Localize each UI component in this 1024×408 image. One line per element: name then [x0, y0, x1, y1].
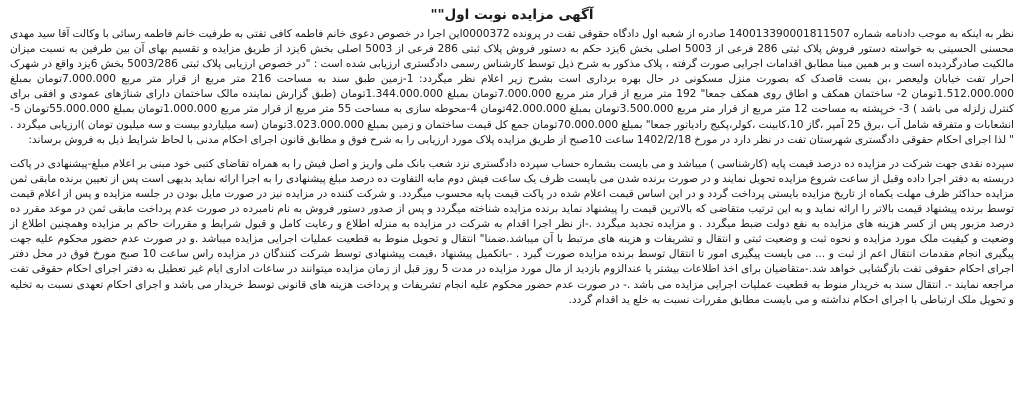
notice-paragraph-2: سپرده نقدی جهت شرکت در مزایده ده درصد قیمت پایه (کارشناسی ) میباشد و می بایست بشماره حساب سپرده دادگستری نزد شعب بانک ملی واریز و اصل فیش را به همراه تقاضای کتبی خود مبنی بر اعلام مبلغ-پیشنهادی در پاکت دربسته به دفتر اجرا داده وقبل از ساعت شروع مزایده تحویل نمایند و در صورت برنده شدن می بایست ظرف یک ساعت فیش دوم مابه التفاوت ده درصد مبلغ پیشنهادی را به اجرا ارائه نماید بدیهی است پس از تعیین برنده مابقی ثمن مزایده حداکثر ظرف مهلت یکماه از تاریخ مزایده بایستی پرداخت گردد و در این اساس قیمت اعلام شده در پاکت قیمت پایه محسوب میگردد. و شرکت کننده در مزایده نیز در صورت مایل بودن در جلسه مزایده و پس از اعلام قیمت توسط برنده پیشنهاد قیمت بالاتر را ارائه نماید و به این ترتیب متقاضی که بالاترین قیمت را پیشنهاد نماید برنده مزایده شناخته میگردد و پس از صدور دستور فروش به نام نامبرده در صورت عدم پرداخت مابقی ثمن در موعد مقرر ده درصد مزبور پس از کسر هزینه های مزایده به نفع دولت ضبط میگردد . و مزایده تجدید میگردد .-از نظر اجرا اقدام به شرکت در مزایده به منزله اطلاع و رعایت کامل و قبول شرایط و مقررات حاکم بر مزایده وهمچنین اطلاع از وضعیت و کیفیت ملک مورد مزایده و نحوه ثبت و وضعیت ثبتی و انتقال و تشریفات و هزینه های مرتبط با آن میباشد.ضمنا" انتقال و تحویل منوط به قطعیت عملیات اجرایی مزایده میباشد .و در صورت عدم حضور محکوم علیه جهت پیگیری انجام مقدمات انتقال اعم از ثبت و ... می بایست پیگیری امور تا انتقال توسط برنده مزایده صورت گیرد . -باتکمیل پیشنهاد ،قیمت پیشنهادی توسط شرکت کنندگان در مزایده راس ساعت 10 صبح مورخ فوق در محل دفتر اجرای احکام حقوقی تفت بازگشایی خواهد شد.-متقاضیان برای اخذ اطلاعات بیشتر یا عندالزوم بازدید از مال مورد مزایده در مدت 5 روز قبل از زمان مزایده میتوانند در ساعات اداری ایام غیر تعطیل به دفتر اجرای احکام حقوقی تفت مراجعه نمایند -. انتقال سند به خریدار منوط به قطعیت عملیات اجرایی مزایده می باشد .- در صورت عدم حضور محکوم علیه انجام تشریفات و پرداخت هزینه های قانونی توسط خریدار می باشد و اجرای احکام تعهدی نسبت به تخلیه و تحویل ملک ارتباطی با اجرای احکام نداشته و می بایست مطابق مقررات نسبت به خلع ید اقدام گردد. — [10, 157, 1014, 306]
notice-title: آگهی مزایده نوبت اول"" — [430, 7, 594, 23]
notice-paragraph-1: نظر به اینکه به موجب دادنامه شماره 140013390001811507 صادره از شعبه اول دادگاه حقوقی تفت در پرونده 0000372این اجرا در خصوص دعوی خانم فاطمه کافی تفتی به طرفیت خانم فاطمه رسائی با وکالت آقا سید مهدی محسنی الحسینی به خواسته دستور فروش پلاک ثبتی 286 فرعی از 5003 اصلی بخش 6یزد حکم به دستور فروش پلاک ثبتی 286 فرعی از 5003 اصلی بخش 6یزد از طریق مزایده و تقسیم بهای آن بین طرفین به نسبت میزان مالکیت صادرگردیده است و بر همین مبنا مطابق اقدامات اجرایی صورت گرفته ، پلاک مذکور به شرح ذیل توسط کارشناس رسمی دادگستری ارزیابی شده است : "در خصوص ارزیابی پلاک ثبتی 5003/286 بخش 6یزد واقع در شهرک احرار تفت خیابان ولیعصر ،بن بست قاصدک که بصورت منزل مسکونی در حال بهره برداری است بشرح زیر اعلام نظر میگردد: 1-زمین طبق سند به مساحت 216 متر مربع از قرار متر مربع 7.000.000تومان بمبلغ 1.512.000.000تومان 2- ساختمان همکف و اطاق روی همکف جمعا" 192 متر مربع از قرار متر مربع 7.000.000تومان بمبلغ 1.344.000.000تومان (طبق گزارش نماینده مالک ساختمان دارای شناژهای عمودی و افقی برای کنترل زلزله می باشد ) 3- خرپشته به مساحت 12 متر مربع از قرار متر مربع 3.500.000تومان بمبلغ 42.000.000تومان 4-محوطه سازی به مساحت 55 متر مربع از قرار متر مربع 1.000.000تومان بمبلغ 55.000.000تومان 5- انشعابات و متفرقه شامل آب ،برق 25 آمپر ،گاز 10،کابینت ،کولر،پکیج رادیاتور جمعا" بمبلغ 70.000.000تومان جمع کل قیمت ساختمان و زمین بمبلغ 3.023.000.000تومان (سه میلیاردو بیست و سه میلیون تومان )ارزیابی میگردد . " لذا اجرای احکام حقوقی دادگستری شهرستان تفت در نظر دارد در مورخ 1402/2/18 ساعت 10صبح از طریق مزایده پلاک مورد ارزیابی را به شرح فوق و مطابق قانون اجرای احکام مدنی با لحاظ شرایط ذیل به فروش برساند: — [10, 28, 1015, 146]
